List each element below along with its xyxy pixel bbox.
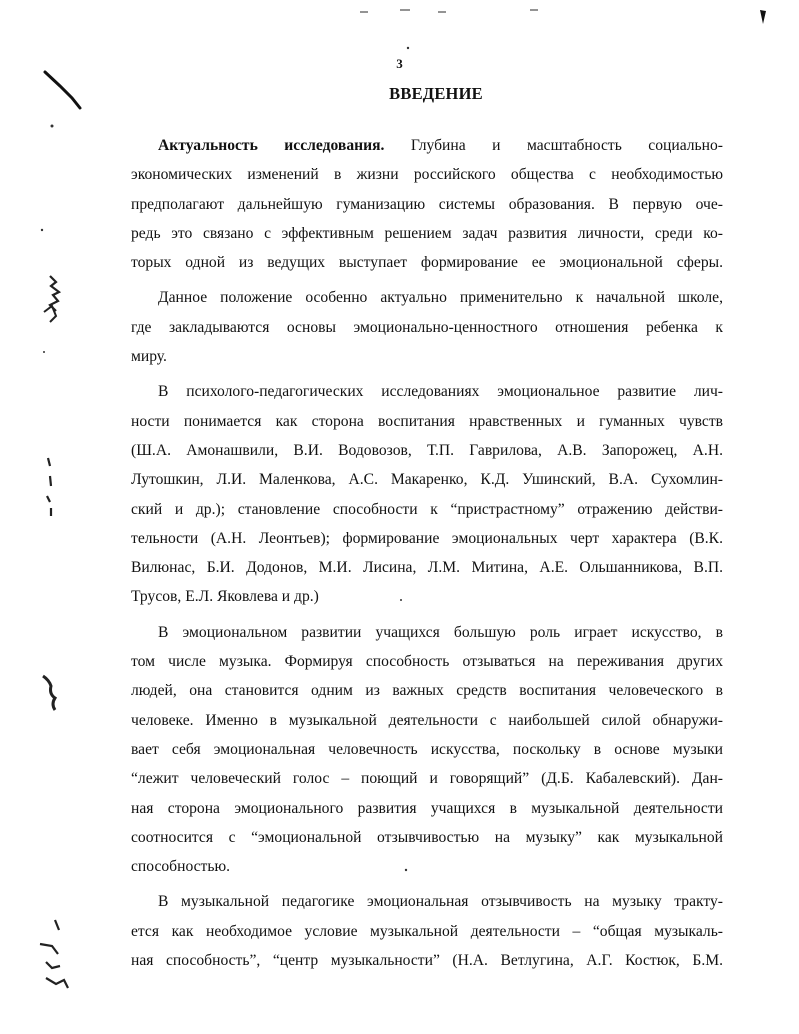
paragraph-line: ется как необходимое условие музыкальной деятельности – “общая музыкаль- [131, 922, 723, 940]
paragraph-line: торых одной из ведущих выступает формирование ее эмоциональной сферы. [131, 254, 723, 272]
paragraph-line: ная сторона эмоционального развития учащихся в музыкальной деятельности [131, 799, 723, 817]
lead-heading: Актуальность исследования. [158, 137, 385, 154]
paragraph-line: человеке. Именно в музыкальной деятельности с наибольшей силой обнаружи- [131, 711, 723, 729]
page-number: 3 [396, 56, 403, 71]
paragraph-primary-school [131, 283, 723, 371]
line-text: Глубина и масштабность социально- [410, 137, 723, 154]
paragraph-line: Лутошкин, Л.И. Маленкова, А.С. Макаренко, К.Д. Ушинский, В.А. Сухомлин- [131, 471, 723, 489]
body-text [131, 131, 723, 975]
paragraph-music-pedagogy [131, 887, 723, 975]
paragraph-line: редь это связано с эффективным решением задач развития личности, среди ко- [131, 224, 723, 242]
paragraph-line: Данное положение особенно актуально применительно к начальной школе, [158, 289, 723, 307]
paragraph-line: людей, она становится одним из важных средств воспитания человеческого в [131, 682, 723, 700]
paragraph-line: ная способность”, “центр музыкальности” (Н.А. Ветлугина, А.Г. Костюк, Б.М. [131, 952, 723, 970]
paragraph-line: ский и др.); становление способности к “пристрастному” отражению действи- [131, 500, 723, 518]
paragraph-line: вает себя эмоциональная человечность искусства, поскольку в основе музыки [131, 740, 723, 758]
paragraph-line: В музыкальной педагогике эмоциональная отзывчивость на музыку тракту- [158, 893, 723, 911]
paragraph-line: где закладываются основы эмоционально-ценностного отношения ребенка к [131, 318, 723, 336]
paragraph-psychology-research [131, 377, 723, 611]
paragraph-line: предполагают дальнейшую гуманизацию системы образования. В первую оче- [131, 195, 723, 213]
paragraph-line [131, 131, 723, 160]
paragraph-music-role [131, 618, 723, 882]
paragraph-line: тельности (А.Н. Леонтьев); формирование эмоциональных черт характера (В.К. [131, 529, 723, 547]
paragraph-line: экономических изменений в жизни российского общества с необходимостью [131, 166, 723, 184]
paragraph-line: Вилюнас, Б.И. Додонов, М.И. Лисина, Л.М. Митина, А.Е. Ольшанникова, В.П. [131, 559, 723, 577]
paragraph-line: соотносится с “эмоциональной отзывчивостью на музыку” как музыкальной [131, 828, 723, 846]
page-title: ВВЕДЕНИЕ [389, 84, 483, 103]
paragraph-line: ности понимается как сторона воспитания нравственных и гуманных чувств [131, 412, 723, 430]
paragraph-line: способностью. [131, 858, 231, 876]
paragraph-line: (Ш.А. Амонашвили, В.И. Водовозов, Т.П. Гаврилова, А.В. Запорожец, А.Н. [131, 441, 723, 459]
paragraph-line: миру. [131, 348, 167, 366]
paragraph-line: том числе музыка. Формируя способность отзываться на переживания других [131, 653, 723, 671]
paragraph-line: В эмоциональном развитии учащихся большую роль играет искусство, в [158, 623, 723, 641]
paragraph-line: В психолого-педагогических исследованиях эмоциональное развитие лич- [158, 383, 723, 401]
paragraph-line: “лежит человеческий голос – поющий и говорящий” (Д.Б. Кабалевский). Дан- [131, 770, 723, 788]
paragraph-line: Трусов, Е.Л. Яковлева и др.) [131, 588, 319, 606]
paragraph-relevance [131, 131, 723, 277]
